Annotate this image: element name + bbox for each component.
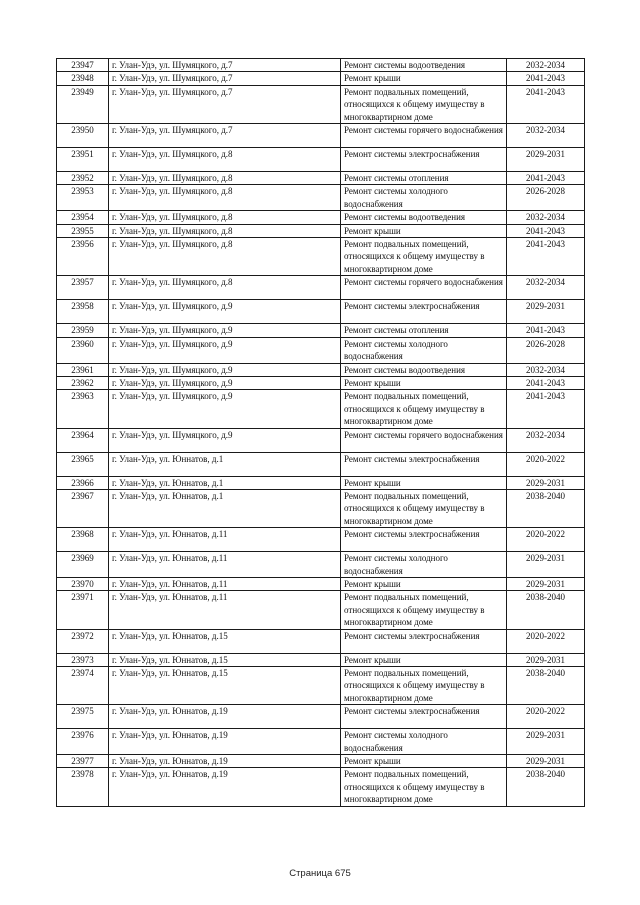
cell-work-type: Ремонт системы электроснабжения xyxy=(341,629,507,653)
cell-number: 23959 xyxy=(57,324,109,337)
cell-work-type: Ремонт подвальных помещений, относящихся к общему имуществу в многоквартирном доме xyxy=(341,768,507,806)
cell-number: 23971 xyxy=(57,591,109,629)
table-row xyxy=(57,300,585,324)
cell-work-type: Ремонт системы водоотведения xyxy=(341,211,507,224)
table-row xyxy=(57,629,585,653)
cell-period: 2038-2040 xyxy=(507,768,585,806)
table-row xyxy=(57,729,585,755)
cell-address: г. Улан-Удэ, ул. Шумяцкого, д.8 xyxy=(109,276,341,300)
cell-work-type: Ремонт крыши xyxy=(341,577,507,590)
cell-address: г. Улан-Удэ, ул. Шумяцкого, д.8 xyxy=(109,211,341,224)
table-row xyxy=(57,705,585,729)
cell-number: 23958 xyxy=(57,300,109,324)
cell-address: г. Улан-Удэ, ул. Шумяцкого, д.8 xyxy=(109,185,341,211)
cell-work-type: Ремонт крыши xyxy=(341,476,507,489)
cell-number: 23962 xyxy=(57,376,109,389)
cell-number: 23949 xyxy=(57,85,109,123)
cell-number: 23957 xyxy=(57,276,109,300)
cell-work-type: Ремонт системы холодного водоснабжения xyxy=(341,729,507,755)
cell-period: 2029-2031 xyxy=(507,653,585,666)
cell-work-type: Ремонт системы электроснабжения xyxy=(341,705,507,729)
table-row xyxy=(57,72,585,85)
cell-address: г. Улан-Удэ, ул. Шумяцкого, д.9 xyxy=(109,337,341,363)
cell-period: 2032-2034 xyxy=(507,276,585,300)
cell-period: 2029-2031 xyxy=(507,729,585,755)
cell-address: г. Улан-Удэ, ул. Шумяцкого, д.8 xyxy=(109,224,341,237)
cell-number: 23947 xyxy=(57,59,109,72)
cell-number: 23970 xyxy=(57,577,109,590)
cell-address: г. Улан-Удэ, ул. Шумяцкого, д.8 xyxy=(109,148,341,172)
cell-number: 23977 xyxy=(57,755,109,768)
cell-period: 2020-2022 xyxy=(507,629,585,653)
cell-address: г. Улан-Удэ, ул. Юннатов, д.19 xyxy=(109,768,341,806)
cell-work-type: Ремонт системы отопления xyxy=(341,324,507,337)
repair-schedule-table xyxy=(56,58,585,807)
cell-number: 23961 xyxy=(57,363,109,376)
cell-period: 2041-2043 xyxy=(507,172,585,185)
cell-address: г. Улан-Удэ, ул. Шумяцкого, д.8 xyxy=(109,238,341,276)
cell-address: г. Улан-Удэ, ул. Юннатов, д.15 xyxy=(109,629,341,653)
cell-period: 2020-2022 xyxy=(507,452,585,476)
table-row xyxy=(57,552,585,578)
cell-address: г. Улан-Удэ, ул. Шумяцкого, д.9 xyxy=(109,324,341,337)
cell-address: г. Улан-Удэ, ул. Юннатов, д.15 xyxy=(109,667,341,705)
cell-period: 2032-2034 xyxy=(507,211,585,224)
cell-number: 23960 xyxy=(57,337,109,363)
table-row xyxy=(57,124,585,148)
cell-address: г. Улан-Удэ, ул. Юннатов, д.19 xyxy=(109,729,341,755)
cell-period: 2029-2031 xyxy=(507,755,585,768)
table-row xyxy=(57,390,585,428)
cell-work-type: Ремонт подвальных помещений, относящихся к общему имуществу в многоквартирном доме xyxy=(341,591,507,629)
table-row xyxy=(57,376,585,389)
cell-address: г. Улан-Удэ, ул. Юннатов, д.1 xyxy=(109,476,341,489)
cell-work-type: Ремонт крыши xyxy=(341,72,507,85)
cell-period: 2026-2028 xyxy=(507,337,585,363)
table-body xyxy=(57,59,585,807)
cell-number: 23968 xyxy=(57,528,109,552)
cell-number: 23950 xyxy=(57,124,109,148)
cell-work-type: Ремонт системы водоотведения xyxy=(341,363,507,376)
cell-period: 2041-2043 xyxy=(507,376,585,389)
table-row xyxy=(57,577,585,590)
table-row xyxy=(57,238,585,276)
table-row xyxy=(57,528,585,552)
cell-period: 2029-2031 xyxy=(507,300,585,324)
cell-address: г. Улан-Удэ, ул. Шумяцкого, д.7 xyxy=(109,59,341,72)
cell-period: 2041-2043 xyxy=(507,224,585,237)
cell-work-type: Ремонт подвальных помещений, относящихся к общему имуществу в многоквартирном доме xyxy=(341,238,507,276)
cell-work-type: Ремонт системы холодного водоснабжения xyxy=(341,552,507,578)
cell-number: 23973 xyxy=(57,653,109,666)
cell-address: г. Улан-Удэ, ул. Шумяцкого, д.8 xyxy=(109,172,341,185)
table-row xyxy=(57,768,585,806)
cell-work-type: Ремонт крыши xyxy=(341,755,507,768)
cell-period: 2038-2040 xyxy=(507,591,585,629)
cell-address: г. Улан-Удэ, ул. Юннатов, д.1 xyxy=(109,489,341,527)
cell-period: 2029-2031 xyxy=(507,552,585,578)
cell-address: г. Улан-Удэ, ул. Юннатов, д.11 xyxy=(109,552,341,578)
page-number: Страница 675 xyxy=(289,868,351,879)
cell-number: 23952 xyxy=(57,172,109,185)
table-row xyxy=(57,324,585,337)
cell-work-type: Ремонт системы водоотведения xyxy=(341,59,507,72)
cell-address: г. Улан-Удэ, ул. Юннатов, д.11 xyxy=(109,577,341,590)
cell-number: 23964 xyxy=(57,428,109,452)
cell-period: 2041-2043 xyxy=(507,238,585,276)
cell-address: г. Улан-Удэ, ул. Юннатов, д.11 xyxy=(109,591,341,629)
cell-number: 23956 xyxy=(57,238,109,276)
table-row xyxy=(57,489,585,527)
cell-work-type: Ремонт подвальных помещений, относящихся к общему имуществу в многоквартирном доме xyxy=(341,667,507,705)
cell-number: 23972 xyxy=(57,629,109,653)
cell-address: г. Улан-Удэ, ул. Юннатов, д.19 xyxy=(109,705,341,729)
table-row xyxy=(57,224,585,237)
cell-number: 23963 xyxy=(57,390,109,428)
cell-address: г. Улан-Удэ, ул. Шумяцкого, д.7 xyxy=(109,72,341,85)
cell-work-type: Ремонт системы электроснабжения xyxy=(341,528,507,552)
cell-period: 2026-2028 xyxy=(507,185,585,211)
cell-work-type: Ремонт подвальных помещений, относящихся к общему имуществу в многоквартирном доме xyxy=(341,390,507,428)
cell-address: г. Улан-Удэ, ул. Юннатов, д.15 xyxy=(109,653,341,666)
table-row xyxy=(57,428,585,452)
cell-number: 23967 xyxy=(57,489,109,527)
cell-address: г. Улан-Удэ, ул. Шумяцкого, д.9 xyxy=(109,376,341,389)
cell-work-type: Ремонт подвальных помещений, относящихся к общему имуществу в многоквартирном доме xyxy=(341,85,507,123)
cell-address: г. Улан-Удэ, ул. Юннатов, д.1 xyxy=(109,452,341,476)
cell-address: г. Улан-Удэ, ул. Шумяцкого, д.9 xyxy=(109,390,341,428)
cell-period: 2041-2043 xyxy=(507,85,585,123)
cell-number: 23948 xyxy=(57,72,109,85)
cell-period: 2032-2034 xyxy=(507,363,585,376)
table-row xyxy=(57,755,585,768)
cell-work-type: Ремонт системы холодного водоснабжения xyxy=(341,185,507,211)
cell-work-type: Ремонт системы горячего водоснабжения xyxy=(341,276,507,300)
cell-number: 23953 xyxy=(57,185,109,211)
cell-address: г. Улан-Удэ, ул. Юннатов, д.19 xyxy=(109,755,341,768)
cell-address: г. Улан-Удэ, ул. Шумяцкого, д.9 xyxy=(109,300,341,324)
cell-number: 23974 xyxy=(57,667,109,705)
cell-number: 23951 xyxy=(57,148,109,172)
cell-work-type: Ремонт крыши xyxy=(341,653,507,666)
cell-work-type: Ремонт крыши xyxy=(341,376,507,389)
cell-number: 23969 xyxy=(57,552,109,578)
cell-work-type: Ремонт системы холодного водоснабжения xyxy=(341,337,507,363)
cell-address: г. Улан-Удэ, ул. Шумяцкого, д.9 xyxy=(109,363,341,376)
cell-period: 2029-2031 xyxy=(507,476,585,489)
table-row xyxy=(57,337,585,363)
cell-period: 2041-2043 xyxy=(507,324,585,337)
cell-period: 2029-2031 xyxy=(507,148,585,172)
table-row xyxy=(57,148,585,172)
cell-period: 2029-2031 xyxy=(507,577,585,590)
table-row xyxy=(57,476,585,489)
cell-work-type: Ремонт подвальных помещений, относящихся к общему имуществу в многоквартирном доме xyxy=(341,489,507,527)
cell-period: 2038-2040 xyxy=(507,489,585,527)
cell-address: г. Улан-Удэ, ул. Шумяцкого, д.7 xyxy=(109,124,341,148)
cell-period: 2020-2022 xyxy=(507,528,585,552)
table-row xyxy=(57,85,585,123)
cell-number: 23976 xyxy=(57,729,109,755)
cell-number: 23966 xyxy=(57,476,109,489)
cell-work-type: Ремонт системы электроснабжения xyxy=(341,148,507,172)
cell-address: г. Улан-Удэ, ул. Шумяцкого, д.7 xyxy=(109,85,341,123)
cell-period: 2032-2034 xyxy=(507,124,585,148)
cell-work-type: Ремонт системы отопления xyxy=(341,172,507,185)
cell-number: 23975 xyxy=(57,705,109,729)
cell-number: 23954 xyxy=(57,211,109,224)
cell-work-type: Ремонт системы горячего водоснабжения xyxy=(341,428,507,452)
table-row xyxy=(57,172,585,185)
cell-number: 23965 xyxy=(57,452,109,476)
cell-work-type: Ремонт системы электроснабжения xyxy=(341,452,507,476)
cell-address: г. Улан-Удэ, ул. Юннатов, д.11 xyxy=(109,528,341,552)
cell-period: 2032-2034 xyxy=(507,428,585,452)
cell-period: 2041-2043 xyxy=(507,390,585,428)
table-row xyxy=(57,185,585,211)
table-row xyxy=(57,59,585,72)
table-row xyxy=(57,276,585,300)
table-row xyxy=(57,211,585,224)
cell-number: 23978 xyxy=(57,768,109,806)
cell-work-type: Ремонт крыши xyxy=(341,224,507,237)
table-row xyxy=(57,653,585,666)
cell-number: 23955 xyxy=(57,224,109,237)
cell-address: г. Улан-Удэ, ул. Шумяцкого, д.9 xyxy=(109,428,341,452)
cell-period: 2032-2034 xyxy=(507,59,585,72)
cell-period: 2038-2040 xyxy=(507,667,585,705)
cell-period: 2041-2043 xyxy=(507,72,585,85)
cell-period: 2020-2022 xyxy=(507,705,585,729)
cell-work-type: Ремонт системы горячего водоснабжения xyxy=(341,124,507,148)
table-row xyxy=(57,591,585,629)
cell-work-type: Ремонт системы электроснабжения xyxy=(341,300,507,324)
table-row xyxy=(57,452,585,476)
table-row xyxy=(57,667,585,705)
table-row xyxy=(57,363,585,376)
